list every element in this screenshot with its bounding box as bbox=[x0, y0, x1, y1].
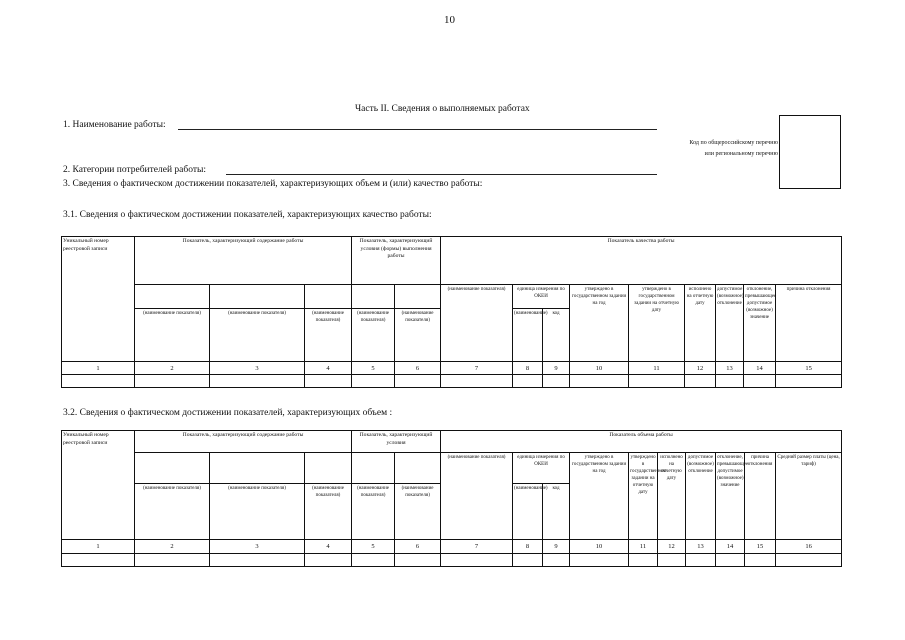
page-number: 10 bbox=[444, 14, 455, 26]
indicator-name-header: (наименование показателя) bbox=[352, 484, 395, 540]
data-cell[interactable] bbox=[543, 554, 570, 567]
unit-header: единица измерения по ОКЕИ bbox=[513, 453, 570, 484]
column-number: 11 bbox=[629, 540, 658, 554]
avg-fee-header: Средний размер платы (цена, тариф) bbox=[776, 453, 842, 540]
deviation-allowed-header: допустимое (возможное) отклонение bbox=[686, 453, 716, 540]
column-number: 8 bbox=[513, 362, 543, 375]
approved-date-header: утверждено в государственном задании на отчетную дату bbox=[629, 285, 685, 362]
data-cell[interactable] bbox=[658, 554, 686, 567]
data-cell[interactable] bbox=[745, 554, 776, 567]
volume-table bbox=[61, 430, 842, 567]
reason-header: причина отклонения bbox=[745, 453, 776, 540]
unit-name-header: (наименование) bbox=[513, 309, 543, 362]
indicator-name-header: (наименование показателя) bbox=[395, 309, 441, 362]
deviation-allowed-header: допустимое (возможное) отклонение bbox=[716, 285, 744, 362]
column-number: 10 bbox=[570, 540, 629, 554]
indicator-name-header: (наименование показателя) bbox=[305, 309, 352, 362]
approved-year-header: утверждено в государственном задании на год bbox=[570, 285, 629, 362]
executed-header: исполнено на отчетную дату bbox=[685, 285, 716, 362]
data-cell[interactable] bbox=[305, 554, 352, 567]
indicator-name-header: (наименование показателя) bbox=[441, 285, 513, 362]
column-number: 14 bbox=[744, 362, 776, 375]
quality-header: Показатель качества работы bbox=[441, 237, 842, 285]
blank-cell bbox=[305, 285, 352, 309]
quality-table bbox=[61, 236, 842, 388]
data-cell[interactable] bbox=[62, 554, 135, 567]
column-number: 4 bbox=[305, 362, 352, 375]
column-number: 15 bbox=[776, 362, 842, 375]
unit-name-header: (наименование) bbox=[513, 484, 543, 540]
data-cell[interactable] bbox=[629, 554, 658, 567]
indicator-name-header: (наименование показателя) bbox=[135, 484, 210, 540]
data-cell[interactable] bbox=[513, 554, 543, 567]
content-header: Показатель, характеризующий содержание работы bbox=[135, 237, 352, 285]
code-label: Код по общероссийскому перечню или региональному перечню bbox=[689, 140, 778, 157]
column-number: 14 bbox=[716, 540, 745, 554]
column-number: 3 bbox=[210, 362, 305, 375]
column-number: 16 bbox=[776, 540, 842, 554]
code-box bbox=[779, 115, 841, 189]
approved-year-header: утверждено в государственном задании на год bbox=[570, 453, 629, 540]
unit-header: единица измерения по ОКЕИ bbox=[513, 285, 570, 309]
registry-header: Уникальный номер реестровой записи bbox=[62, 237, 135, 362]
data-cell[interactable] bbox=[135, 375, 210, 388]
deviation-over-header: отклонение, превышающее допустимое (возможное) значение bbox=[716, 453, 745, 540]
data-cell[interactable] bbox=[352, 375, 395, 388]
consumers-underline bbox=[226, 174, 657, 175]
blank-cell bbox=[352, 453, 395, 484]
section-32-title: 3.2. Сведения о фактическом достижении показателей, характеризующих объем : bbox=[63, 408, 393, 418]
column-number: 12 bbox=[658, 540, 686, 554]
blank-cell bbox=[210, 285, 305, 309]
data-cell[interactable] bbox=[776, 375, 842, 388]
blank-cell bbox=[135, 285, 210, 309]
data-cell[interactable] bbox=[570, 554, 629, 567]
consumers-label: 2. Категории потребителей работы: bbox=[63, 165, 206, 175]
indicator-name-header: (наименование показателя) bbox=[441, 453, 513, 540]
blank-cell bbox=[305, 453, 352, 484]
data-cell[interactable] bbox=[135, 554, 210, 567]
data-cell[interactable] bbox=[441, 554, 513, 567]
data-cell[interactable] bbox=[685, 375, 716, 388]
work-name-underline bbox=[178, 129, 657, 130]
blank-cell bbox=[352, 285, 395, 309]
data-cell[interactable] bbox=[744, 375, 776, 388]
column-number: 7 bbox=[441, 362, 513, 375]
unit-code-header: код bbox=[543, 309, 570, 362]
indicator-name-header: (наименование показателя) bbox=[395, 484, 441, 540]
column-number: 6 bbox=[395, 540, 441, 554]
data-cell[interactable] bbox=[776, 554, 842, 567]
column-number: 2 bbox=[135, 362, 210, 375]
column-number: 4 bbox=[305, 540, 352, 554]
data-cell[interactable] bbox=[62, 375, 135, 388]
part-title: Часть II. Сведения о выполняемых работах bbox=[355, 104, 530, 114]
column-number: 11 bbox=[629, 362, 685, 375]
data-cell[interactable] bbox=[352, 554, 395, 567]
column-number: 12 bbox=[685, 362, 716, 375]
blank-cell bbox=[395, 285, 441, 309]
column-number: 9 bbox=[543, 362, 570, 375]
blank-cell bbox=[395, 453, 441, 484]
data-cell[interactable] bbox=[210, 554, 305, 567]
registry-header: Уникальный номер реестровой записи bbox=[62, 431, 135, 540]
reason-header: причина отклонения bbox=[776, 285, 842, 362]
approved-date-header: утверждено в государственном задании на отчетную дату bbox=[629, 453, 658, 540]
data-cell[interactable] bbox=[686, 554, 716, 567]
info-label: 3. Сведения о фактическом достижении показателей, характеризующих объем и (или) качество работы: bbox=[63, 179, 483, 189]
indicator-name-header: (наименование показателя) bbox=[210, 309, 305, 362]
column-number: 13 bbox=[686, 540, 716, 554]
column-number: 5 bbox=[352, 362, 395, 375]
indicator-name-header: (наименование показателя) bbox=[352, 309, 395, 362]
indicator-name-header: (наименование показателя) bbox=[135, 309, 210, 362]
work-name-label: 1. Наименование работы: bbox=[63, 120, 166, 130]
data-cell[interactable] bbox=[395, 554, 441, 567]
data-cell[interactable] bbox=[441, 375, 513, 388]
column-number: 7 bbox=[441, 540, 513, 554]
blank-cell bbox=[135, 453, 210, 484]
data-cell[interactable] bbox=[513, 375, 543, 388]
data-cell[interactable] bbox=[543, 375, 570, 388]
executed-header: исполнено на отчетную дату bbox=[658, 453, 686, 540]
section-31-title: 3.1. Сведения о фактическом достижении показателей, характеризующих качество работы: bbox=[63, 210, 432, 220]
content-header: Показатель, характеризующий содержание работы bbox=[135, 431, 352, 453]
data-cell[interactable] bbox=[629, 375, 685, 388]
deviation-over-header: отклонение, превышающее допустимое (возможное) значение bbox=[744, 285, 776, 362]
column-number: 8 bbox=[513, 540, 543, 554]
data-cell[interactable] bbox=[716, 375, 744, 388]
data-cell[interactable] bbox=[570, 375, 629, 388]
column-number: 9 bbox=[543, 540, 570, 554]
data-cell[interactable] bbox=[210, 375, 305, 388]
data-cell[interactable] bbox=[395, 375, 441, 388]
column-number: 5 bbox=[352, 540, 395, 554]
column-number: 1 bbox=[62, 362, 135, 375]
column-number: 15 bbox=[745, 540, 776, 554]
column-number: 10 bbox=[570, 362, 629, 375]
column-number: 1 bbox=[62, 540, 135, 554]
indicator-name-header: (наименование показателя) bbox=[210, 484, 305, 540]
conditions-header: Показатель, характеризующий условия bbox=[352, 431, 441, 453]
volume-header: Показатель объема работы bbox=[441, 431, 842, 453]
column-number: 3 bbox=[210, 540, 305, 554]
data-cell[interactable] bbox=[716, 554, 745, 567]
column-number: 13 bbox=[716, 362, 744, 375]
column-number: 6 bbox=[395, 362, 441, 375]
indicator-name-header: (наименование показателя) bbox=[305, 484, 352, 540]
unit-code-header: код bbox=[543, 484, 570, 540]
data-cell[interactable] bbox=[305, 375, 352, 388]
column-number: 2 bbox=[135, 540, 210, 554]
conditions-header: Показатель, характеризующий условия (формы) выполнения работы bbox=[352, 237, 441, 285]
blank-cell bbox=[210, 453, 305, 484]
